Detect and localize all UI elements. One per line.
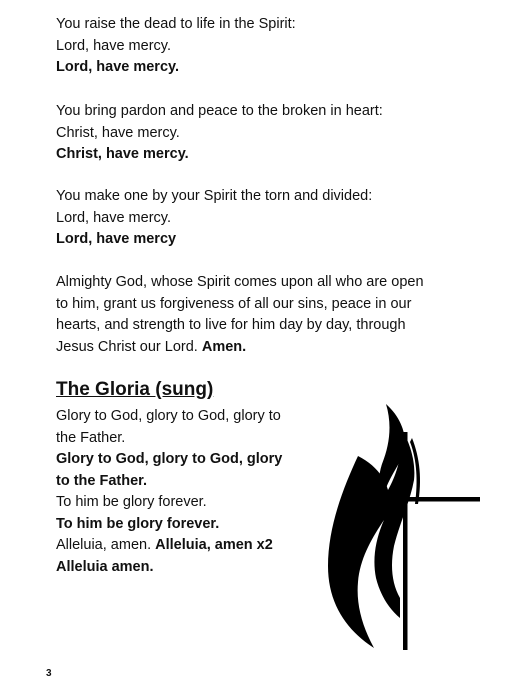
gloria-line: Alleluia, amen. xyxy=(56,537,152,553)
prayer-line-text: Jesus Christ our Lord. xyxy=(56,338,198,355)
gloria-response: Alleluia amen. xyxy=(56,558,154,575)
gloria-response: Glory to God, glory to God, glory xyxy=(56,451,283,467)
gloria-text xyxy=(56,406,326,578)
gloria-response: Alleluia, amen x2 xyxy=(155,537,273,553)
gloria-line: To him be glory forever. xyxy=(56,494,207,510)
gloria-line: Glory to God, glory to God, glory to xyxy=(56,408,281,424)
page-number: 3 xyxy=(46,668,52,679)
gloria-response: to the Father. xyxy=(56,472,148,489)
prayer-line: hearts, and strength to live for him day by day, through xyxy=(56,317,406,333)
cross-and-flame-icon xyxy=(322,398,482,650)
gloria-alleluia-line xyxy=(56,535,326,557)
litany-response: Christ, have mercy. xyxy=(56,124,180,141)
prayer-line: Almighty God, whose Spirit comes upon all who are open xyxy=(56,274,424,290)
litany-line: You bring pardon and peace to the broken in heart: xyxy=(56,103,383,119)
litany-congregation-response: Lord, have mercy xyxy=(56,231,177,247)
litany-congregation-response: Lord, have mercy. xyxy=(56,59,180,75)
prayer-amen: Amen. xyxy=(201,338,247,355)
litany-response: Lord, have mercy. xyxy=(56,209,171,226)
litany-line: You raise the dead to life in the Spirit: xyxy=(56,16,296,32)
litany-verse-2 xyxy=(56,101,476,166)
litany-verse-1 xyxy=(56,14,476,79)
gloria-line: the Father. xyxy=(56,429,126,446)
prayer-line: to him, grant us forgiveness of all our sins, peace in our xyxy=(56,295,412,312)
gloria-heading: The Gloria (sung) xyxy=(56,379,214,400)
litany-line: You make one by your Spirit the torn and divided: xyxy=(56,188,373,204)
litany-verse-3 xyxy=(56,186,476,251)
litany-congregation-response: Christ, have mercy. xyxy=(56,146,189,162)
absolution-prayer xyxy=(56,272,476,358)
litany-response: Lord, have mercy. xyxy=(56,37,171,54)
gloria-response: To him be glory forever. xyxy=(56,515,220,532)
prayer-last-line xyxy=(56,337,476,359)
